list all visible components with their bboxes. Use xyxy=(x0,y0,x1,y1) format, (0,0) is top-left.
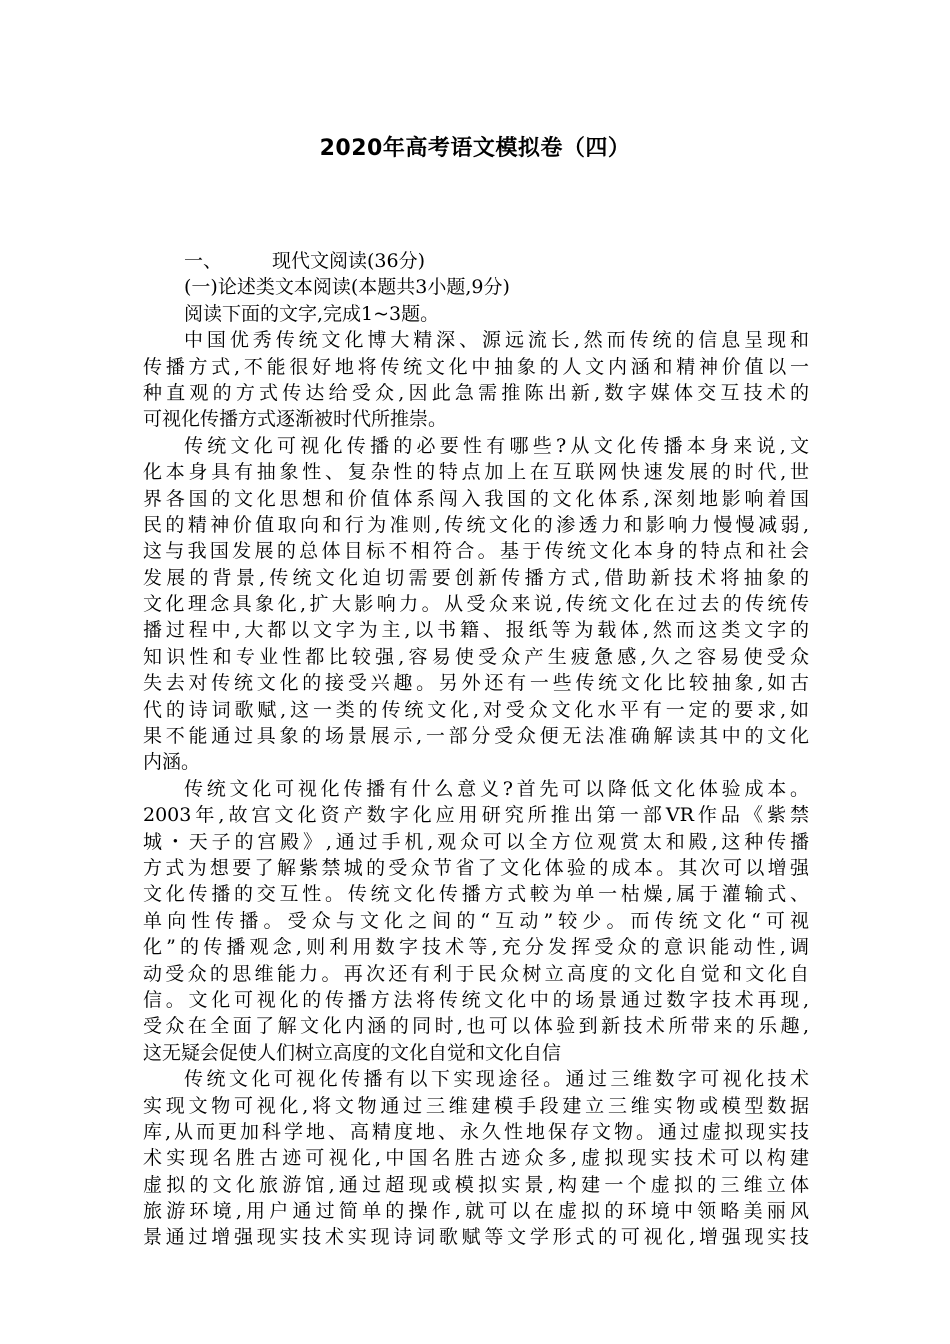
document-body xyxy=(143,248,809,1251)
paragraph-line: 内涵。 xyxy=(143,751,201,774)
paragraph-line: 中国优秀传统文化博大精深、源远流长,然而传统的信息呈现和 xyxy=(184,329,809,352)
paragraph-4 xyxy=(143,1066,809,1251)
instruction-text: 阅读下面的文字,完成1~3题。 xyxy=(184,302,440,325)
paragraph-line: 化本身具有抽象性、复杂性的特点加上在互联网快速发展的时代,世 xyxy=(143,461,809,484)
paragraph-2 xyxy=(143,433,809,776)
paragraph-line: 可视化传播方式逐渐被时代所推崇。 xyxy=(143,408,448,431)
paragraph-line: 民的精神价值取向和行为准则,传统文化的渗透力和影响力慢慢减弱, xyxy=(143,513,809,536)
paragraph-line: 传统文化可视化传播有以下实现途径。通过三维数字可视化技术 xyxy=(184,1068,809,1091)
paragraph-line: 城・天子的宫殿》,通过手机,观众可以全方位观赏太和殿,这种传播 xyxy=(143,830,809,853)
paragraph-line: 文化理念具象化,扩大影响力。从受众来说,传统文化在过去的传统传 xyxy=(143,593,809,616)
subsection-heading: (一)论述类文本阅读(本题共3小题,9分) xyxy=(184,276,510,299)
paragraph-line: 库,从而更加科学地、高精度地、永久性地保存文物。通过虚拟现实技 xyxy=(143,1120,809,1143)
section-number: 一、 xyxy=(184,250,223,272)
paragraph-line: 实现文物可视化,将文物通过三维建模手段建立三维实物或模型数据 xyxy=(143,1094,809,1117)
paragraph-3 xyxy=(143,776,809,1066)
paragraph-line: 方式为想要了解紫禁城的受众节省了文化体验的成本。其次可以增强 xyxy=(143,856,809,879)
paragraph-line: 传统文化可视化传播的必要性有哪些?从文化传播本身来说,文 xyxy=(184,434,809,457)
paragraph-line: 传播方式,不能很好地将传统文化中抽象的人文内涵和精神价值以一 xyxy=(143,355,809,378)
paragraph-line: 代的诗词歌赋,这一类的传统文化,对受众文化水平有一定的要求,如 xyxy=(143,698,809,721)
paragraph-1 xyxy=(143,327,809,433)
paragraph-line: 信。文化可视化的传播方法将传统文化中的场景通过数字技术再现, xyxy=(143,988,809,1011)
paragraph-line: 化”的传播观念,则利用数字技术等,充分发挥受众的意识能动性,调 xyxy=(143,936,809,959)
paragraph-line: 术实现名胜古迹可视化,中国名胜古迹众多,虚拟现实技术可以构建 xyxy=(143,1147,809,1170)
paragraph-line: 单向性传播。受众与文化之间的“互动”较少。而传统文化“可视 xyxy=(143,909,809,932)
paragraph-line: 这无疑会促使人们树立高度的文化自觉和文化自信 xyxy=(143,1041,562,1064)
paragraph-line: 虚拟的文化旅游馆,通过超现或模拟实景,构建一个虚拟的三维立体 xyxy=(143,1173,809,1196)
paragraph-line: 失去对传统文化的接受兴趣。另外还有一些传统文化比较抽象,如古 xyxy=(143,672,809,695)
paragraph-line: 受众在全面了解文化内涵的同时,也可以体验到新技术所带来的乐趣, xyxy=(143,1015,809,1038)
paragraph-line: 果不能通过具象的场景展示,一部分受众便无法准确解读其中的文化 xyxy=(143,725,809,748)
section-title: 现代文阅读(36分) xyxy=(272,250,426,272)
paragraph-line: 种直观的方式传达给受众,因此急需推陈出新,数字媒体交互技术的 xyxy=(143,381,809,404)
paragraph-line: 文化传播的交互性。传统文化传播方式較为单一枯燥,属于灌输式、 xyxy=(143,883,809,906)
section-heading xyxy=(143,248,809,274)
paragraph-line: 旅游环境,用户通过简单的操作,就可以在虚拟的环境中领略美丽风 xyxy=(143,1200,809,1223)
paragraph-line: 发展的背景,传统文化迫切需要创新传播方式,借助新技术将抽象的 xyxy=(143,566,809,589)
paragraph-line: 2003年,故宫文化资产数字化应用研究所推出第一部VR作品《紫禁 xyxy=(143,804,809,827)
paragraph-line: 界各国的文化思想和价值体系闯入我国的文化体系,深刻地影响着国 xyxy=(143,487,809,510)
page-title: 2020年高考语文模拟卷（四） xyxy=(319,136,631,161)
paragraph-line: 这与我国发展的总体目标不相符合。基于传统文化本身的特点和社会 xyxy=(143,540,809,563)
paragraph-line: 传统文化可视化传播有什么意义?首先可以降低文化体验成本。 xyxy=(184,777,809,800)
paragraph-line: 景通过增强现实技术实现诗词歌赋等文学形式的可视化,增强现实技 xyxy=(143,1226,809,1249)
paragraph-line: 播过程中,大都以文字为主,以书籍、报纸等为载体,然而这类文字的 xyxy=(143,619,809,642)
paragraph-line: 动受众的思维能力。再次还有利于民众树立高度的文化自觉和文化自 xyxy=(143,962,809,985)
paragraph-line: 知识性和专业性都比较强,容易使受众产生疲惫感,久之容易使受众 xyxy=(143,645,809,668)
